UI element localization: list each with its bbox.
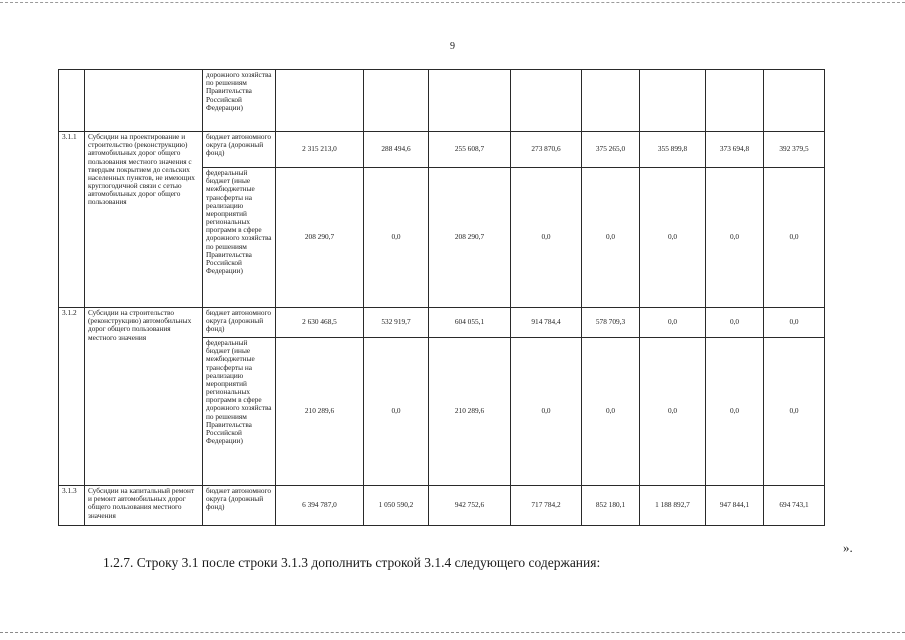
row-code-cell: 3.1.2	[59, 308, 85, 486]
amount-cell	[764, 70, 825, 132]
amount-cell: 208 290,7	[429, 168, 511, 308]
amount-cell: 288 494,6	[364, 132, 429, 168]
amount-cell: 373 694,8	[706, 132, 764, 168]
measure-name-cell	[85, 70, 203, 132]
amount-cell: 947 844,1	[706, 486, 764, 526]
table-row	[59, 308, 825, 338]
table-row	[59, 486, 825, 526]
amount-cell: 2 630 468,5	[276, 308, 364, 338]
amount-cell: 0,0	[582, 168, 640, 308]
amount-cell: 0,0	[511, 338, 582, 486]
amount-cell: 0,0	[364, 168, 429, 308]
funding-source-cell: бюджет автономного округа (дорожный фонд)	[203, 132, 276, 168]
amount-cell: 604 055,1	[429, 308, 511, 338]
amount-cell: 2 315 213,0	[276, 132, 364, 168]
amount-cell	[364, 70, 429, 132]
amount-cell: 0,0	[511, 168, 582, 308]
amount-cell: 0,0	[706, 308, 764, 338]
amount-cell: 210 289,6	[276, 338, 364, 486]
amount-cell: 532 919,7	[364, 308, 429, 338]
table-row	[59, 70, 825, 132]
amount-cell	[706, 70, 764, 132]
budget-table	[58, 69, 825, 526]
amount-cell: 1 188 892,7	[640, 486, 706, 526]
amount-cell: 0,0	[764, 338, 825, 486]
page-number: 9	[450, 41, 455, 52]
amount-cell: 355 899,8	[640, 132, 706, 168]
amount-cell: 392 379,5	[764, 132, 825, 168]
amount-cell: 694 743,1	[764, 486, 825, 526]
scan-top-edge	[0, 2, 905, 3]
measure-name-cell: Субсидии на проектирование и строительство (реконструкцию) автомобильных дорог общего пользования местного значения с твердым покрытием до сельских населенных пунктов, не имеющих круглогодичной связи с сетью автомобильных дорог общего пользования	[85, 132, 203, 308]
amount-cell: 375 265,0	[582, 132, 640, 168]
amount-cell: 578 709,3	[582, 308, 640, 338]
amount-cell: 0,0	[764, 308, 825, 338]
amount-cell: 6 394 787,0	[276, 486, 364, 526]
closing-quote: ».	[843, 540, 853, 555]
amount-cell: 210 289,6	[429, 338, 511, 486]
amendment-paragraph: 1.2.7. Строку 3.1 после строки 3.1.3 дополнить строкой 3.1.4 следующего содержания:	[103, 555, 601, 570]
amount-cell: 0,0	[706, 168, 764, 308]
table-row	[59, 132, 825, 168]
scan-bottom-edge	[0, 632, 905, 633]
amount-cell	[582, 70, 640, 132]
amount-cell: 0,0	[764, 168, 825, 308]
funding-source-cell: дорожного хозяйства по решениям Правительства Российской Федерации)	[203, 70, 276, 132]
amount-cell: 0,0	[640, 338, 706, 486]
amount-cell	[511, 70, 582, 132]
amount-cell: 0,0	[640, 308, 706, 338]
amount-cell: 255 608,7	[429, 132, 511, 168]
budget-table-container	[58, 69, 825, 526]
funding-source-cell: бюджет автономного округа (дорожный фонд)	[203, 308, 276, 338]
amount-cell: 0,0	[582, 338, 640, 486]
measure-name-cell: Субсидии на строительство (реконструкцию) автомобильных дорог общего пользования местного значения	[85, 308, 203, 486]
funding-source-cell: бюджет автономного округа (дорожный фонд)	[203, 486, 276, 526]
amount-cell: 852 180,1	[582, 486, 640, 526]
amount-cell: 273 870,6	[511, 132, 582, 168]
row-code-cell: 3.1.3	[59, 486, 85, 526]
measure-name-cell: Субсидии на капитальный ремонт и ремонт автомобильных дорог общего пользования местного значения	[85, 486, 203, 526]
amount-cell: 0,0	[364, 338, 429, 486]
amount-cell: 717 784,2	[511, 486, 582, 526]
row-code-cell: 3.1.1	[59, 132, 85, 308]
row-code-cell	[59, 70, 85, 132]
funding-source-cell: федеральный бюджет (иные межбюджетные трансферты на реализацию мероприятий региональных программ в сфере дорожного хозяйства по решениям Правительства Российской Федерации)	[203, 338, 276, 486]
table-body	[59, 70, 825, 526]
amount-cell: 208 290,7	[276, 168, 364, 308]
amount-cell: 0,0	[706, 338, 764, 486]
amount-cell	[640, 70, 706, 132]
funding-source-cell: федеральный бюджет (иные межбюджетные трансферты на реализацию мероприятий региональных программ в сфере дорожного хозяйства по решениям Правительства Российской Федерации)	[203, 168, 276, 308]
amount-cell: 1 050 590,2	[364, 486, 429, 526]
amount-cell: 0,0	[640, 168, 706, 308]
amount-cell	[429, 70, 511, 132]
amount-cell: 942 752,6	[429, 486, 511, 526]
amount-cell	[276, 70, 364, 132]
amount-cell: 914 784,4	[511, 308, 582, 338]
